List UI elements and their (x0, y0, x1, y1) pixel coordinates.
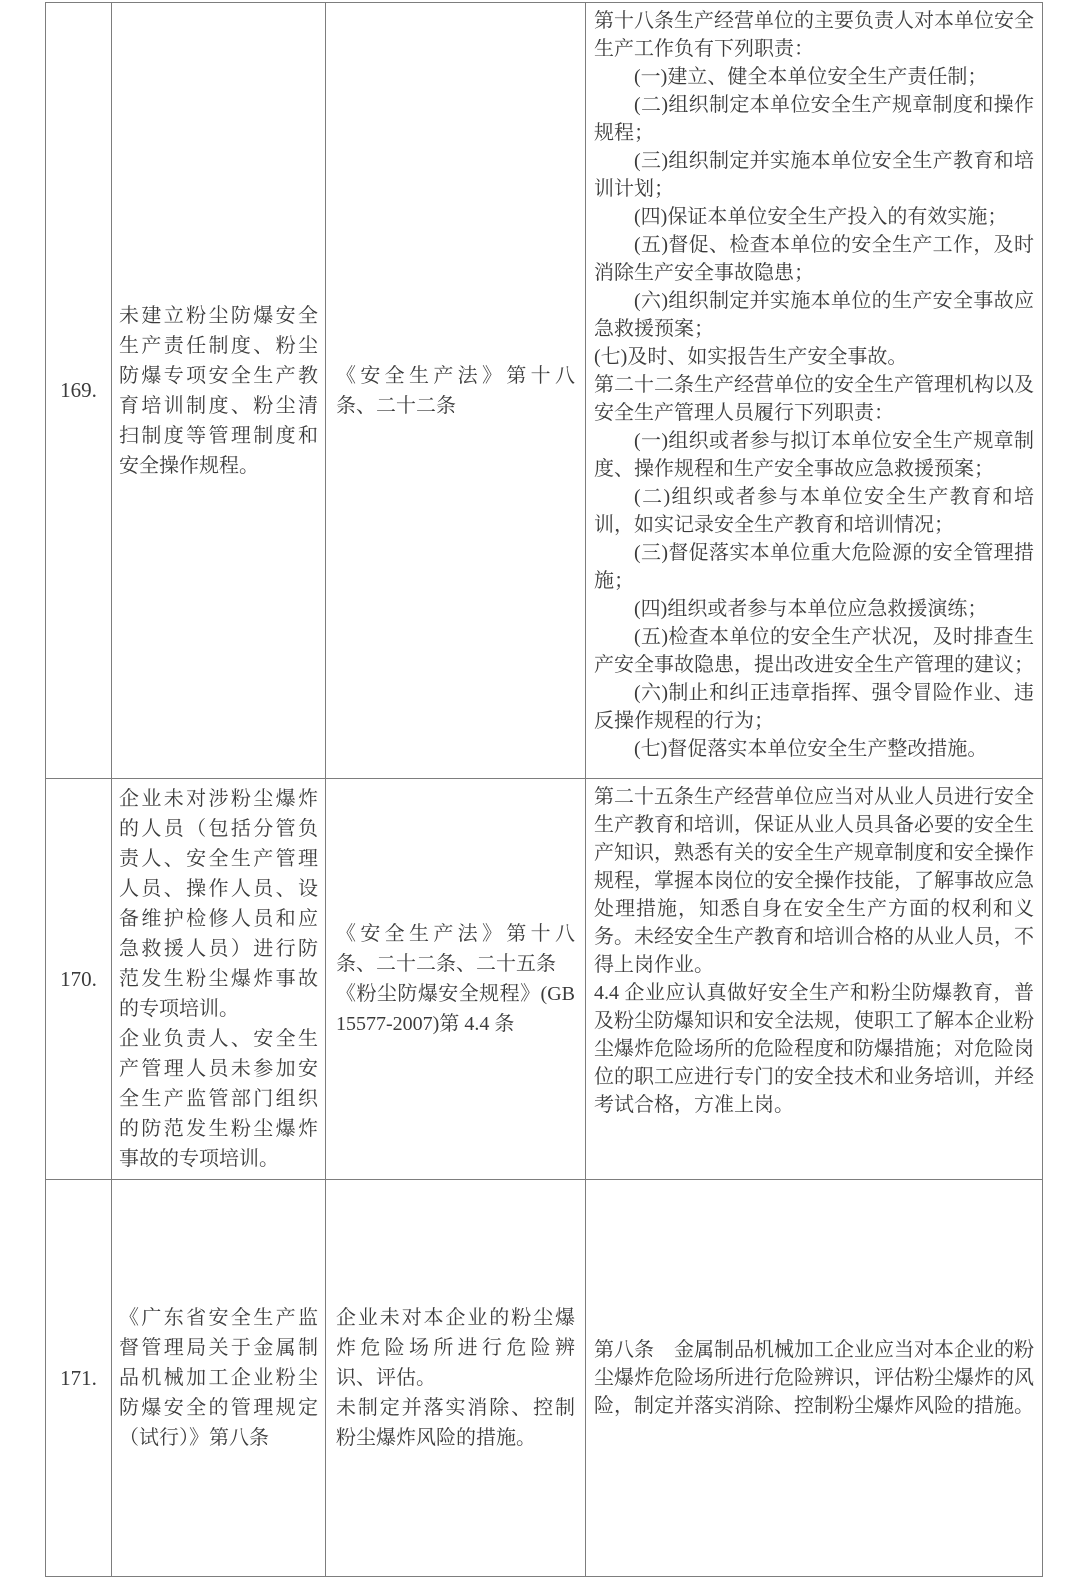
paragraph: 第八条 金属制品机械加工企业应当对本企业的粉尘爆炸危险场所进行危险辨识，评估粉尘爆炸的风险，制定并落实消除、控制粉尘爆炸风险的措施。 (594, 1339, 1034, 1417)
paragraph: 企业未对本企业的粉尘爆炸危险场所进行危险辨识、评估。 (336, 1307, 575, 1389)
paragraph: 《安全生产法》第十八条、二十二条、二十五条 (336, 923, 575, 975)
violation-cell (112, 3, 326, 779)
violation-cell (112, 1180, 326, 1577)
paragraph: 第二十五条生产经营单位应当对从业人员进行安全生产教育和培训，保证从业人员具备必要的安全生产知识，熟悉有关的安全生产规章制度和安全操作规程，掌握本岗位的安全操作技能，了解事故应急处理措施，知悉自身在安全生产方面的权利和义务。未经安全生产教育和培训合格的从业人员，不得上岗作业。 (594, 786, 1034, 976)
paragraph: (四)组织或者参与本单位应急救援演练； (634, 598, 988, 620)
paragraph: (五)督促、检查本单位的安全生产工作，及时消除生产安全事故隐患； (594, 234, 1034, 284)
paragraph: 4.4 企业应认真做好安全生产和粉尘防爆教育，普及粉尘防爆知识和安全法规，使职工了解本企业粉尘爆炸危险场所的危险程度和防爆措施；对危险岗位的职工应进行专门的安全技术和业务培训，并经考试合格，方准上岗。 (594, 982, 1034, 1116)
legal-text-cell (586, 1180, 1043, 1577)
row-number: 171. (46, 1180, 112, 1577)
paragraph: (七)督促落实本单位安全生产整改措施。 (634, 738, 988, 760)
paragraph: (四)保证本单位安全生产投入的有效实施； (634, 206, 1008, 228)
table-row-170 (46, 779, 1043, 1180)
row-number: 169. (46, 3, 112, 779)
violation-cell (112, 779, 326, 1180)
paragraph: 《广东省安全生产监督管理局关于金属制品机械加工企业粉尘防爆安全的管理规定（试行）》第八条 (119, 1307, 318, 1449)
paragraph: (一)组织或者参与拟订本单位安全生产规章制度、操作规程和生产安全事故应急救援预案； (594, 430, 1034, 480)
paragraph: 企业未对涉粉尘爆炸的人员（包括分管负责人、安全生产管理人员、操作人员、设备维护检修人员和应急救援人员）进行防范发生粉尘爆炸事故的专项培训。 (119, 788, 318, 1020)
paragraph: 未建立粉尘防爆安全生产责任制度、粉尘防爆专项安全生产教育培训制度、粉尘清扫制度等管理制度和安全操作规程。 (119, 304, 318, 477)
paragraph: (二)组织或者参与本单位安全生产教育和培训，如实记录安全生产教育和培训情况； (594, 486, 1034, 536)
regulation-table (45, 2, 1043, 1577)
paragraph: 未制定并落实消除、控制粉尘爆炸风险的措施。 (336, 1397, 575, 1449)
paragraph: (六)组织制定并实施本单位的生产安全事故应急救援预案； (594, 290, 1034, 340)
paragraph: (三)组织制定并实施本单位安全生产教育和培训计划； (594, 150, 1034, 200)
paragraph: 第二十二条生产经营单位的安全生产管理机构以及安全生产管理人员履行下列职责： (594, 374, 1034, 424)
legal-basis-cell (326, 3, 586, 779)
paragraph: 第十八条生产经营单位的主要负责人对本单位安全生产工作负有下列职责： (594, 10, 1034, 60)
paragraph: 《安全生产法》第十八条、二十二条 (336, 364, 575, 417)
paragraph: 企业负责人、安全生产管理人员未参加安全生产监管部门组织的防范发生粉尘爆炸事故的专项培训。 (119, 1028, 318, 1170)
paragraph: (六)制止和纠正违章指挥、强令冒险作业、违反操作规程的行为； (594, 682, 1034, 732)
legal-basis-cell (326, 1180, 586, 1577)
paragraph: (三)督促落实本单位重大危险源的安全管理措施； (594, 542, 1034, 592)
row-number: 170. (46, 779, 112, 1180)
legal-basis-cell (326, 779, 586, 1180)
paragraph: (一)建立、健全本单位安全生产责任制； (634, 66, 988, 88)
paragraph: 《粉尘防爆安全规程》(GB15577-2007)第 4.4 条 (336, 983, 575, 1035)
paragraph: (二)组织制定本单位安全生产规章制度和操作规程； (594, 94, 1034, 144)
table-row-171 (46, 1180, 1043, 1577)
legal-text-cell (586, 3, 1043, 779)
paragraph: (五)检查本单位的安全生产状况，及时排查生产安全事故隐患，提出改进安全生产管理的建议； (594, 626, 1034, 676)
table-row-169 (46, 3, 1043, 779)
paragraph: (七)及时、如实报告生产安全事故。 (594, 346, 908, 368)
legal-text-cell (586, 779, 1043, 1180)
